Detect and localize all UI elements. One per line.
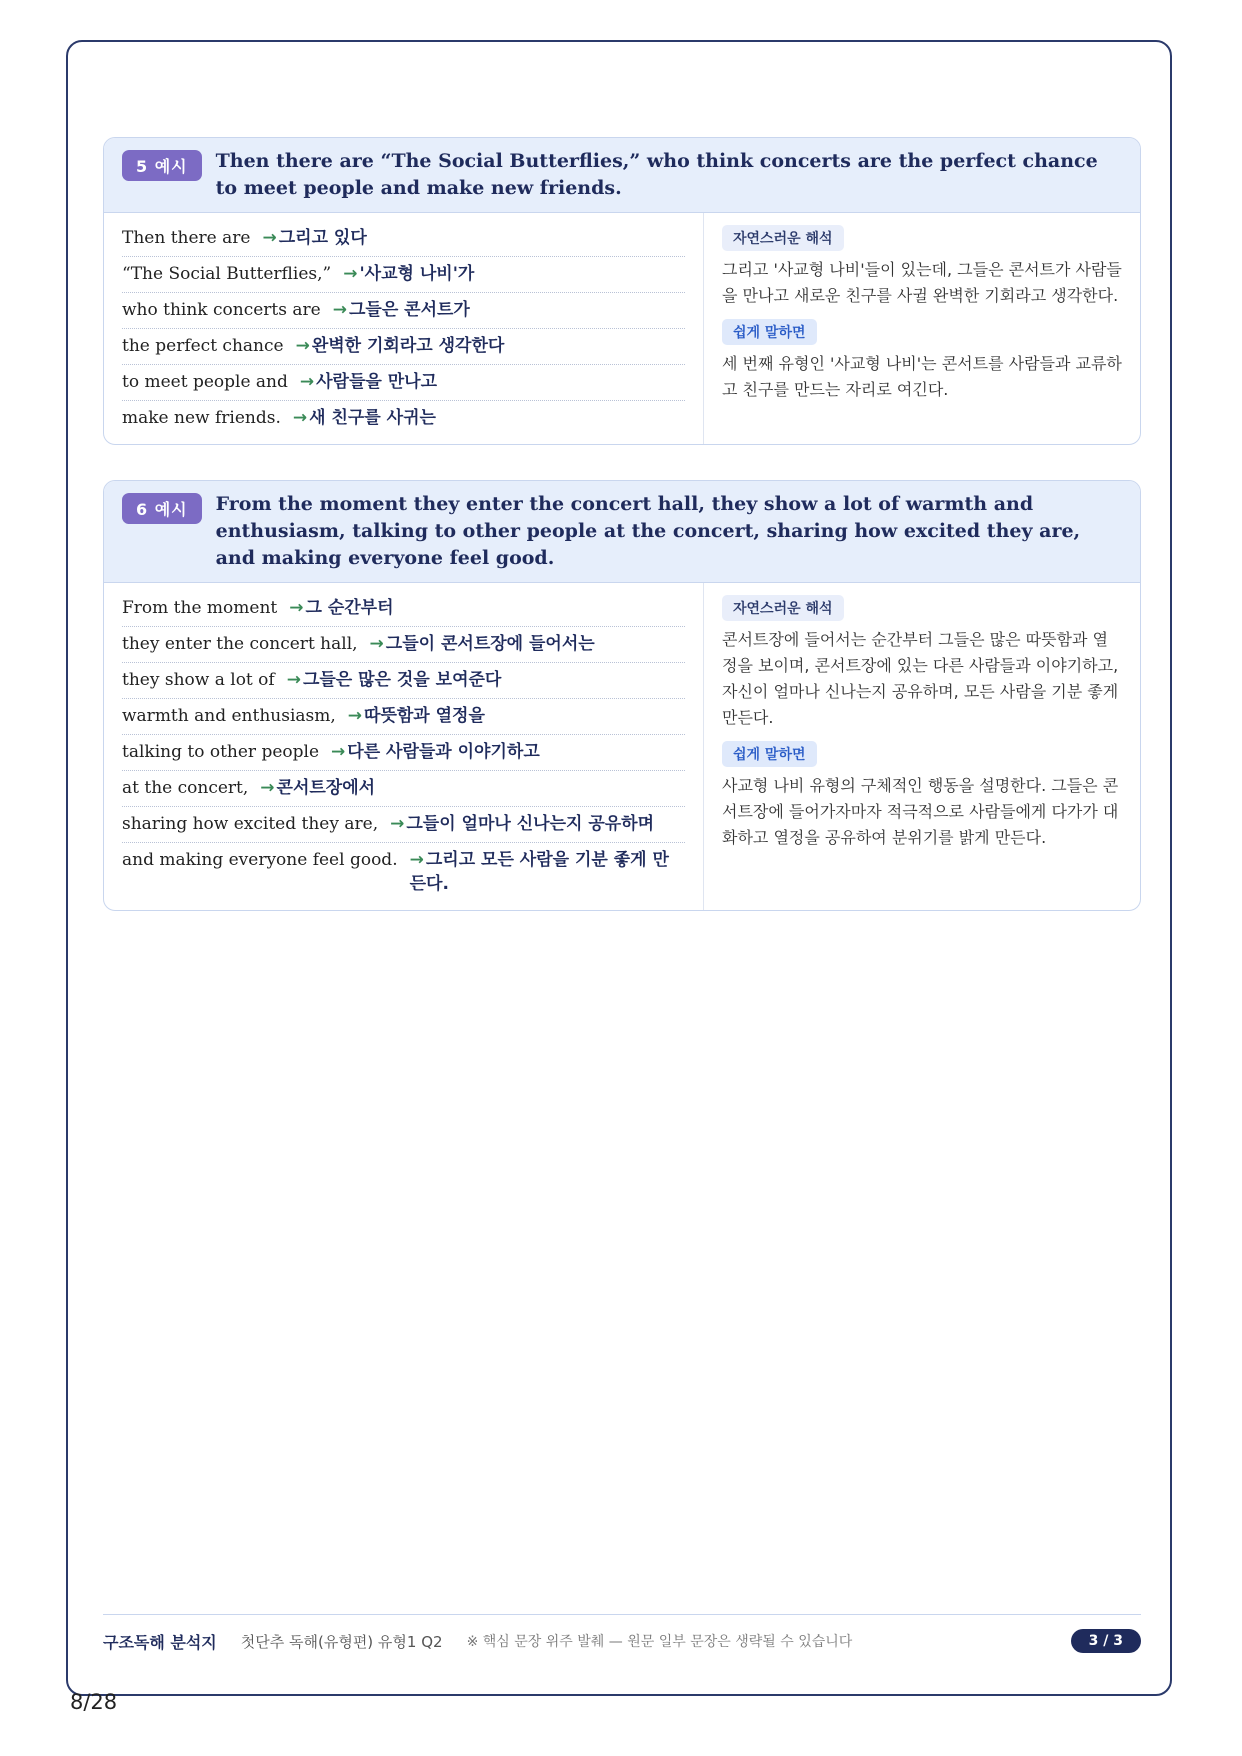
chunk-list [104, 213, 704, 444]
chunk-korean: 그리고 있다 [278, 228, 367, 248]
arrow-icon: → [299, 372, 315, 392]
example-sentence: Then there are “The Social Butterflies,” who think concerts are the perfect chance to meet people and make new friends. [215, 150, 1098, 199]
chunk-row [122, 771, 685, 807]
chunk-english: who think concerts are [122, 300, 321, 320]
example-badge: 5 예시 [122, 150, 202, 181]
example-card-5 [103, 137, 1141, 445]
chunk-english: sharing how excited they are, [122, 814, 379, 834]
arrow-icon: → [295, 336, 310, 356]
arrow-icon: → [262, 228, 277, 248]
chunk-row [122, 627, 685, 663]
chunk-english: Then there are [122, 228, 251, 248]
chunk-row [122, 293, 685, 329]
card-header [104, 138, 1140, 213]
easy-explanation-text: 세 번째 유형인 '사교형 나비'는 콘서트를 사람들과 교류하고 친구를 만드는 자리로 여긴다. [722, 354, 1122, 399]
chunk-korean: 그들은 콘서트가 [348, 300, 470, 320]
chunk-row [122, 401, 685, 436]
arrow-icon: → [331, 742, 346, 762]
chunk-english: “The Social Butterflies,” [122, 264, 332, 284]
chunk-row [122, 843, 685, 902]
chunk-english: From the moment [122, 598, 278, 618]
chunk-row [122, 663, 685, 699]
arrow-icon: → [260, 778, 275, 798]
arrow-icon: → [369, 634, 384, 654]
chunk-row [122, 807, 685, 843]
arrow-icon: → [292, 408, 308, 428]
translation-panel [704, 583, 1140, 910]
chunk-korean: 따뜻함과 열정을 [364, 706, 485, 726]
footer-title: 구조독해 분석지 [103, 1632, 217, 1652]
arrow-icon: → [332, 300, 347, 320]
chunk-row [122, 257, 685, 293]
arrow-icon: → [343, 264, 358, 284]
chunk-row [122, 365, 685, 401]
easy-explanation-tag: 쉽게 말하면 [722, 741, 817, 767]
chunk-english: talking to other people [122, 742, 320, 762]
chunk-row [122, 329, 685, 365]
footer-note: ※ 핵심 문장 위주 발췌 — 원문 일부 문장은 생략될 수 있습니다 [466, 1634, 853, 1650]
chunk-row [122, 735, 685, 771]
chunk-korean: 다른 사람들과 이야기하고 [347, 742, 540, 762]
arrow-icon: → [347, 706, 363, 726]
footer-subtitle: 첫단추 독해(유형편) 유형1 Q2 [240, 1632, 443, 1651]
page-indicator: 3 / 3 [1071, 1629, 1141, 1653]
arrow-icon: → [409, 850, 424, 870]
chunk-row [122, 591, 685, 627]
card-header [104, 481, 1140, 583]
natural-translation-text: 콘서트장에 들어서는 순간부터 그들은 많은 따뜻함과 열정을 보이며, 콘서트장에 있는 다른 사람들과 이야기하고, 자신이 얼마나 신나는지 공유하며, 모든 사람을 기분 좋게 만든다. [722, 630, 1119, 727]
chunk-english: make new friends. [122, 408, 281, 428]
easy-explanation-tag: 쉽게 말하면 [722, 319, 817, 345]
arrow-icon: → [286, 670, 301, 690]
example-card-6 [103, 480, 1141, 911]
chunk-korean: 사람들을 만나고 [316, 372, 437, 392]
chunk-korean: 그 순간부터 [305, 598, 394, 618]
chunk-korean: 그들은 많은 것을 보여준다 [302, 670, 502, 690]
chunk-english: to meet people and [122, 372, 288, 392]
arrow-icon: → [390, 814, 405, 834]
chunk-english: and making everyone feel good. [122, 850, 398, 870]
chunk-row [122, 699, 685, 735]
chunk-korean: 콘서트장에서 [276, 778, 376, 798]
chunk-korean: 그들이 얼마나 신나는지 공유하며 [406, 814, 655, 834]
chunk-korean: '사교형 나비'가 [359, 264, 475, 284]
natural-translation-text: 그리고 '사교형 나비'들이 있는데, 그들은 콘서트가 사람들을 만나고 새로운 친구를 사귈 완벽한 기회라고 생각한다. [722, 260, 1122, 305]
chunk-korean: 그리고 모든 사람을 기분 좋게 만든다. [409, 850, 669, 894]
chunk-korean: 그들이 콘서트장에 들어서는 [385, 634, 595, 654]
footer [103, 1614, 1141, 1653]
natural-translation-tag: 자연스러운 해석 [722, 595, 844, 621]
example-sentence: From the moment they enter the concert hall, they show a lot of warmth and enthusiasm, talking to other people at the concert, sharing how excited they are, and making everyone feel good. [215, 493, 1081, 569]
chunk-english: warmth and enthusiasm, [122, 706, 336, 726]
chunk-english: they enter the concert hall, [122, 634, 358, 654]
chunk-english: they show a lot of [122, 670, 275, 690]
natural-translation-tag: 자연스러운 해석 [722, 225, 844, 251]
chunk-korean: 완벽한 기회라고 생각한다 [311, 336, 505, 356]
chunk-english: the perfect chance [122, 336, 284, 356]
chunk-row [122, 221, 685, 257]
translation-panel [704, 213, 1140, 444]
chunk-english: at the concert, [122, 778, 249, 798]
page-number: 8/28 [70, 1690, 118, 1714]
chunk-list [104, 583, 704, 910]
example-badge: 6 예시 [122, 493, 202, 524]
arrow-icon: → [289, 598, 304, 618]
chunk-korean: 새 친구를 사귀는 [309, 408, 436, 428]
easy-explanation-text: 사교형 나비 유형의 구체적인 행동을 설명한다. 그들은 콘서트장에 들어가자마자 적극적으로 사람들에게 다가가 대화하고 열정을 공유하여 분위기를 밝게 만든다. [722, 776, 1119, 847]
